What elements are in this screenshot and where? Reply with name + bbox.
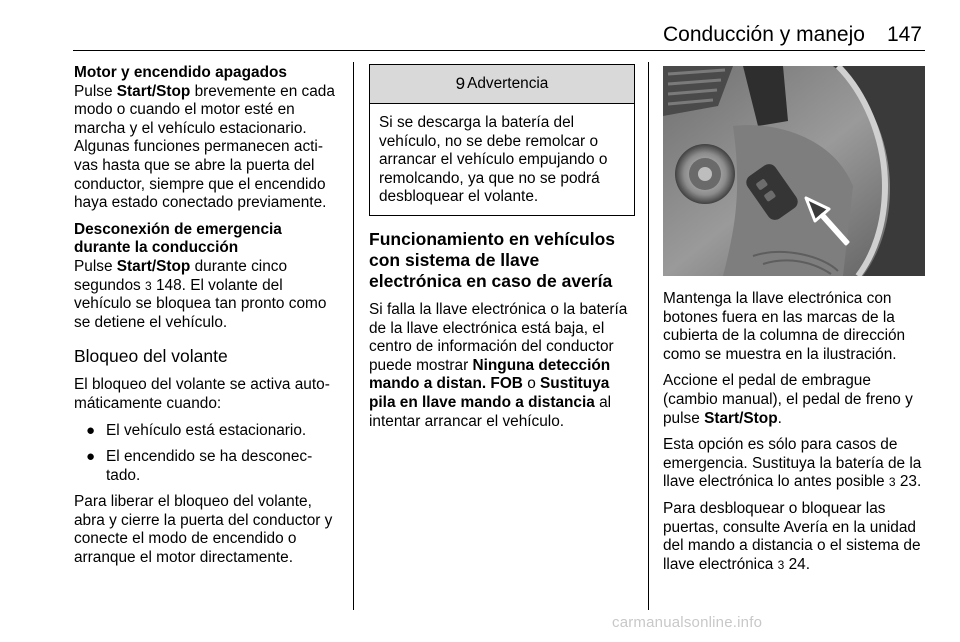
message-label: Ninguna detección mando a distan. FOB: [369, 356, 611, 393]
column-divider-left: [353, 62, 354, 610]
text: Si falla la llave electrónica o la batería de la llave electrónica está baja, el centro de información del conductor puede mostrar: [369, 300, 628, 374]
bullet-icon: ●: [86, 448, 96, 466]
warning-header: [370, 65, 634, 104]
release-paragraph: Para liberar el bloqueo del volante, abra y cierre la puerta del conductor y conecte el modo de encendido o arranque el motor directamente.: [74, 493, 333, 567]
start-paragraph: [663, 372, 929, 428]
bullet-icon: ●: [86, 421, 96, 439]
warning-box: [369, 64, 635, 216]
header-rule: [73, 50, 925, 51]
lock-intro: El bloqueo del volante se activa auto- máticamente cuando:: [74, 376, 330, 412]
steering-column-photo: [663, 66, 925, 276]
warning-title: Advertencia: [467, 74, 549, 92]
text: al intentar arrancar el vehículo.: [369, 393, 612, 430]
engine-off-heading: Motor y encendido apagados: [74, 64, 287, 81]
column-divider-right: [648, 62, 649, 610]
text: Accione el pedal de embrague (cambio manual), el pedal de freno y pulse: [663, 372, 913, 427]
start-stop-label: Start/Stop: [116, 82, 191, 100]
list-item: [74, 422, 342, 441]
fob-heading: Funcionamiento en vehículos con sistema de llave electrónica en caso de avería: [369, 228, 616, 291]
list-item: [74, 448, 342, 485]
text: brevemente en cada modo o cuando el motor esté en marcha y el vehículo estacionario. Algunas funciones permanecen acti- vas hasta que se abre la puerta del conductor, siempre que el encendido haya estado conectado previamente.: [74, 82, 335, 212]
text: Pulse: [74, 82, 117, 100]
column-1: [74, 64, 342, 576]
page-reference-icon: 3: [145, 278, 152, 293]
page-reference-icon: 3: [888, 475, 896, 490]
warning-icon: 9: [455, 73, 466, 93]
warning-text: Si se descarga la batería del vehículo, no se debe remolcar o arrancar el vehículo empujando o remolcando, ya que no se podrá desbloquear el volante.: [379, 114, 608, 206]
unlock-paragraph: [663, 500, 929, 574]
list-item-text: El encendido se ha desconec- tado.: [106, 448, 313, 484]
text: durante cinco segundos: [74, 257, 288, 294]
list-item-text: El vehículo está estacionario.: [106, 421, 307, 439]
watermark: carmanualsonline.info: [612, 614, 763, 631]
lock-heading: Bloqueo del volante: [74, 346, 228, 367]
column-3: [663, 290, 929, 582]
emergency-heading: Desconexión de emergencia durante la conducción: [74, 220, 282, 257]
column-2: [369, 64, 635, 439]
emergency-only-paragraph: [663, 436, 929, 492]
text: o: [522, 375, 541, 393]
message-label: Sustituya pila en llave mando a distancia: [369, 375, 610, 411]
text: 23.: [895, 473, 922, 491]
emergency-paragraph: [74, 258, 342, 332]
page-number: 147: [886, 23, 922, 46]
text: .: [777, 409, 782, 427]
page-reference-icon: 3: [777, 557, 785, 572]
text: 148. El volante del vehículo se bloquea tan pronto como se detiene el vehículo.: [74, 276, 327, 331]
section-title: Conducción y manejo: [663, 23, 865, 46]
lock-conditions-list: [74, 422, 342, 486]
text: 24.: [784, 555, 810, 573]
text: Pulse: [74, 257, 117, 275]
text: Esta opción es sólo para casos de emergencia. Sustituya la batería de la llave electrónica lo antes posible: [663, 436, 922, 491]
start-stop-label: Start/Stop: [704, 409, 778, 427]
fob-paragraph: [369, 301, 635, 431]
header-title: [663, 22, 922, 48]
engine-off-paragraph: [74, 83, 342, 213]
start-stop-label: Start/Stop: [116, 257, 191, 275]
text: Para desbloquear o bloquear las puertas, consulte Avería en la unidad del mando a distancia o el sistema de llave electrónica: [663, 499, 921, 573]
fob-position-paragraph: Mantenga la llave electrónica con botones fuera en las marcas de la cubierta de la columna de dirección como se muestra en la ilustración.: [663, 290, 906, 363]
